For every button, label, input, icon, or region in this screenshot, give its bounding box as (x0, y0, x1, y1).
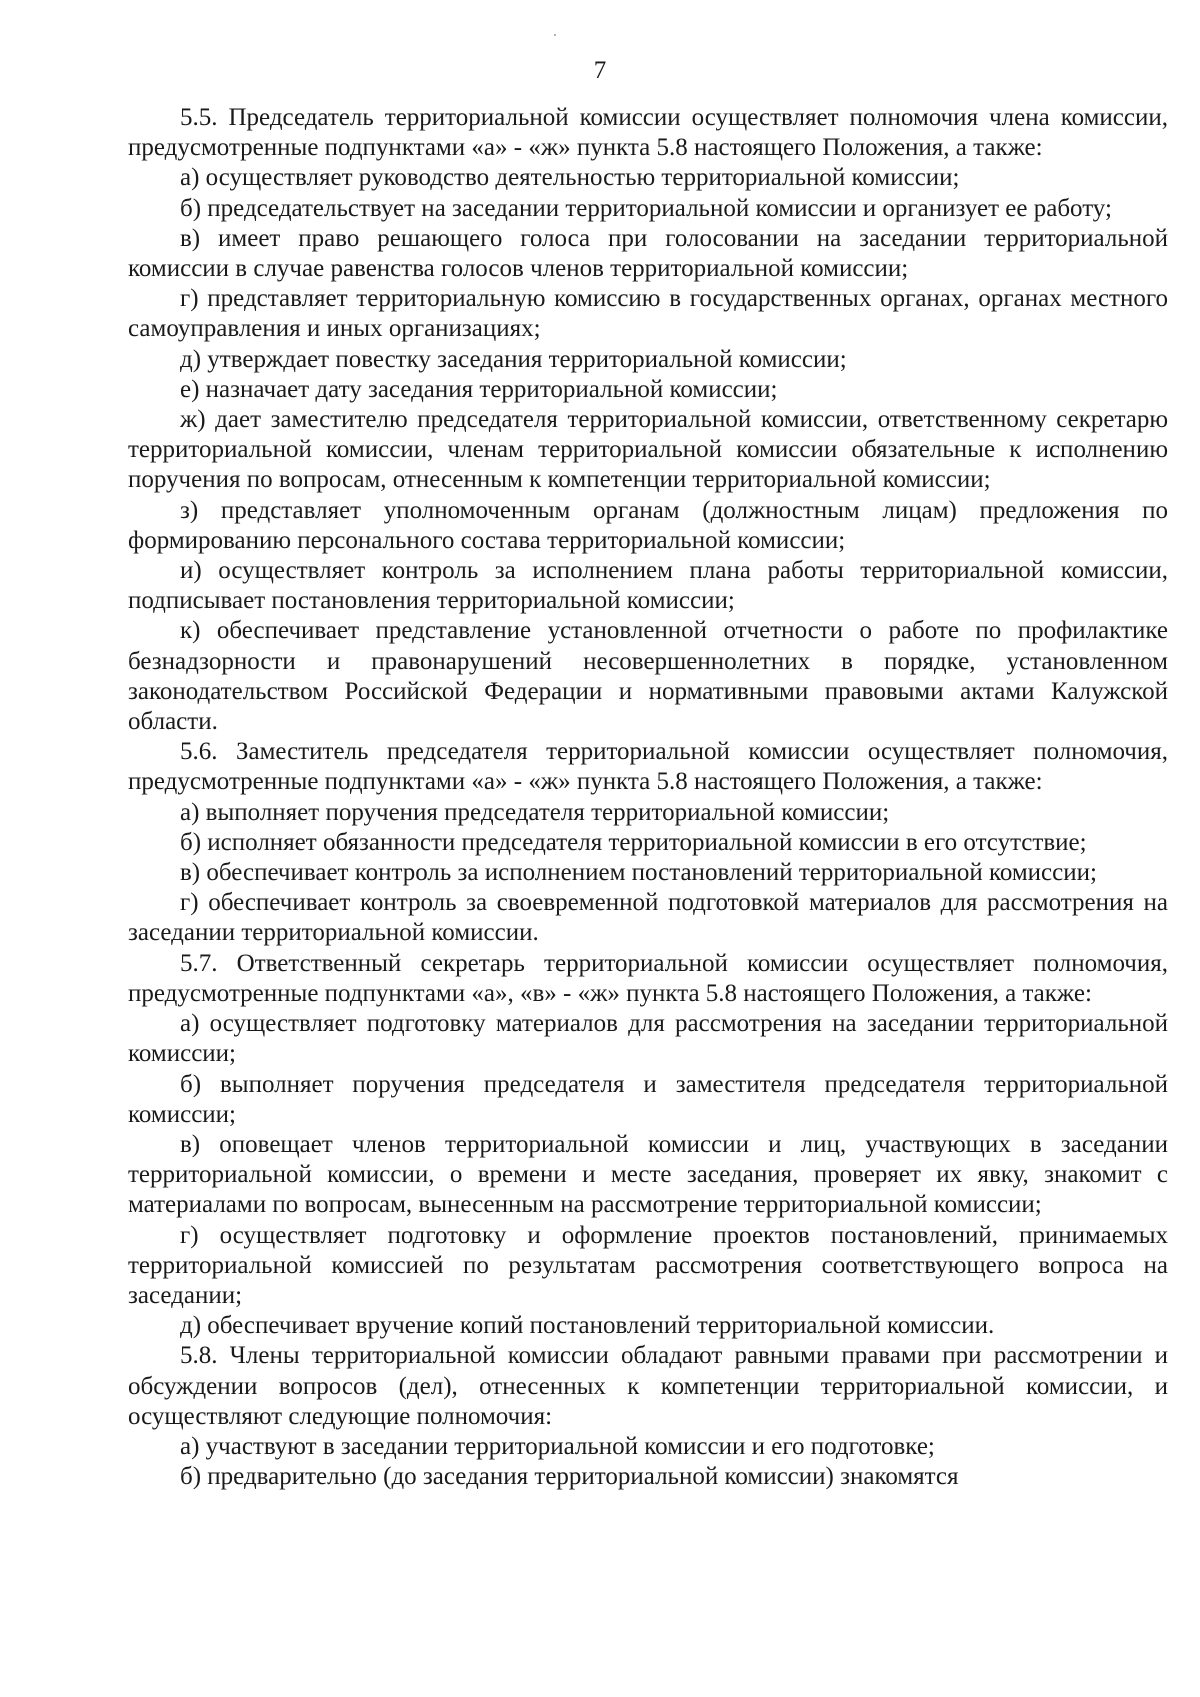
page-number: 7 (593, 57, 607, 84)
list-item-5-5-k: к) обеспечивает представление установленной отчетности о работе по профилактике безнадзорности и правонарушений несовершеннолетних в порядке, установленном законодательством Российской Федерации и нормативными правовыми актами Калужской области. (128, 617, 1168, 736)
list-item-5-7-a: а) осуществляет подготовку материалов для рассмотрения на заседании территориальной комиссии; (128, 1010, 1168, 1068)
list-item-5-7-v: в) оповещает членов территориальной комиссии и лиц, участвующих в заседании территориальной комиссии, о времени и месте заседания, проверяет их явку, знакомит с материалами по вопросам, вынесенным на рассмотрение территориальной комиссии; (128, 1130, 1168, 1219)
paragraph-5-6: 5.6. Заместитель председателя территориальной комиссии осуществляет полномочия, предусмотренные подпунктами «а» - «ж» пункта 5.8 настоящего Положения, а также: (128, 738, 1168, 796)
list-item-5-6-g: г) обеспечивает контроль за своевременной подготовкой материалов для рассмотрения на заседании территориальной комиссии. (128, 889, 1168, 947)
list-item-5-5-a: а) осуществляет руководство деятельностью территориальной комиссии; (180, 164, 960, 192)
list-item-5-6-b: б) исполняет обязанности председателя территориальной комиссии в его отсутствие; (180, 828, 1087, 856)
list-item-5-5-d: д) утверждает повестку заседания территориальной комиссии; (180, 345, 847, 373)
list-item-5-7-b: б) выполняет поручения председателя и заместителя председателя территориальной комиссии; (128, 1070, 1168, 1128)
list-item-5-5-z: з) представляет уполномоченным органам (должностным лицам) предложения по формированию персонального состава территориальной комиссии; (128, 496, 1168, 554)
paragraph-5-5: 5.5. Председатель территориальной комиссии осуществляет полномочия члена комиссии, предусмотренные подпунктами «а» - «ж» пункта 5.8 настоящего Положения, а также: (128, 104, 1168, 162)
list-item-5-5-e: е) назначает дату заседания территориальной комиссии; (180, 375, 778, 403)
list-item-5-7-d: д) обеспечивает вручение копий постановлений территориальной комиссии. (180, 1312, 995, 1340)
paragraph-5-8: 5.8. Члены территориальной комиссии обладают равными правами при рассмотрении и обсуждении вопросов (дел), отнесенных к компетенции территориальной комиссии, и осуществляют следующие полномочия: (128, 1342, 1168, 1430)
list-item-5-5-i: и) осуществляет контроль за исполнением плана работы территориальной комиссии, подписывает постановления территориальной комиссии; (128, 557, 1168, 615)
paragraph-5-7: 5.7. Ответственный секретарь территориальной комиссии осуществляет полномочия, предусмотренные подпунктами «а», «в» - «ж» пункта 5.8 настоящего Положения, а также: (128, 949, 1168, 1007)
list-item-5-5-zh: ж) дает заместителю председателя территориальной комиссии, ответственному секретарю территориальной комиссии, членам территориальной комиссии обязательные к исполнению поручения по вопросам, отнесенным к компетенции территориальной комиссии; (128, 406, 1168, 494)
document-body (128, 103, 1168, 1492)
list-item-5-7-g: г) осуществляет подготовку и оформление проектов постановлений, принимаемых территориальной комиссией по результатам рассмотрения соответствующего вопроса на заседании; (128, 1221, 1168, 1309)
list-item-5-5-b: б) председательствует на заседании территориальной комиссии и организует ее работу; (180, 194, 1112, 222)
list-item-5-6-v: в) обеспечивает контроль за исполнением постановлений территориальной комиссии; (180, 859, 1097, 887)
list-item-5-8-a: а) участвуют в заседании территориальной комиссии и его подготовке; (180, 1432, 935, 1460)
list-item-5-8-b: б) предварительно (до заседания территориальной комиссии) знакомятся (180, 1463, 959, 1491)
list-item-5-5-g: г) представляет территориальную комиссию в государственных органах, органах местного самоуправления и иных организациях; (128, 285, 1168, 343)
list-item-5-6-a: а) выполняет поручения председателя территориальной комиссии; (180, 798, 890, 826)
scan-speck (554, 34, 556, 36)
list-item-5-5-v: в) имеет право решающего голоса при голосовании на заседании территориальной комиссии в случае равенства голосов членов территориальной комиссии; (128, 224, 1168, 283)
